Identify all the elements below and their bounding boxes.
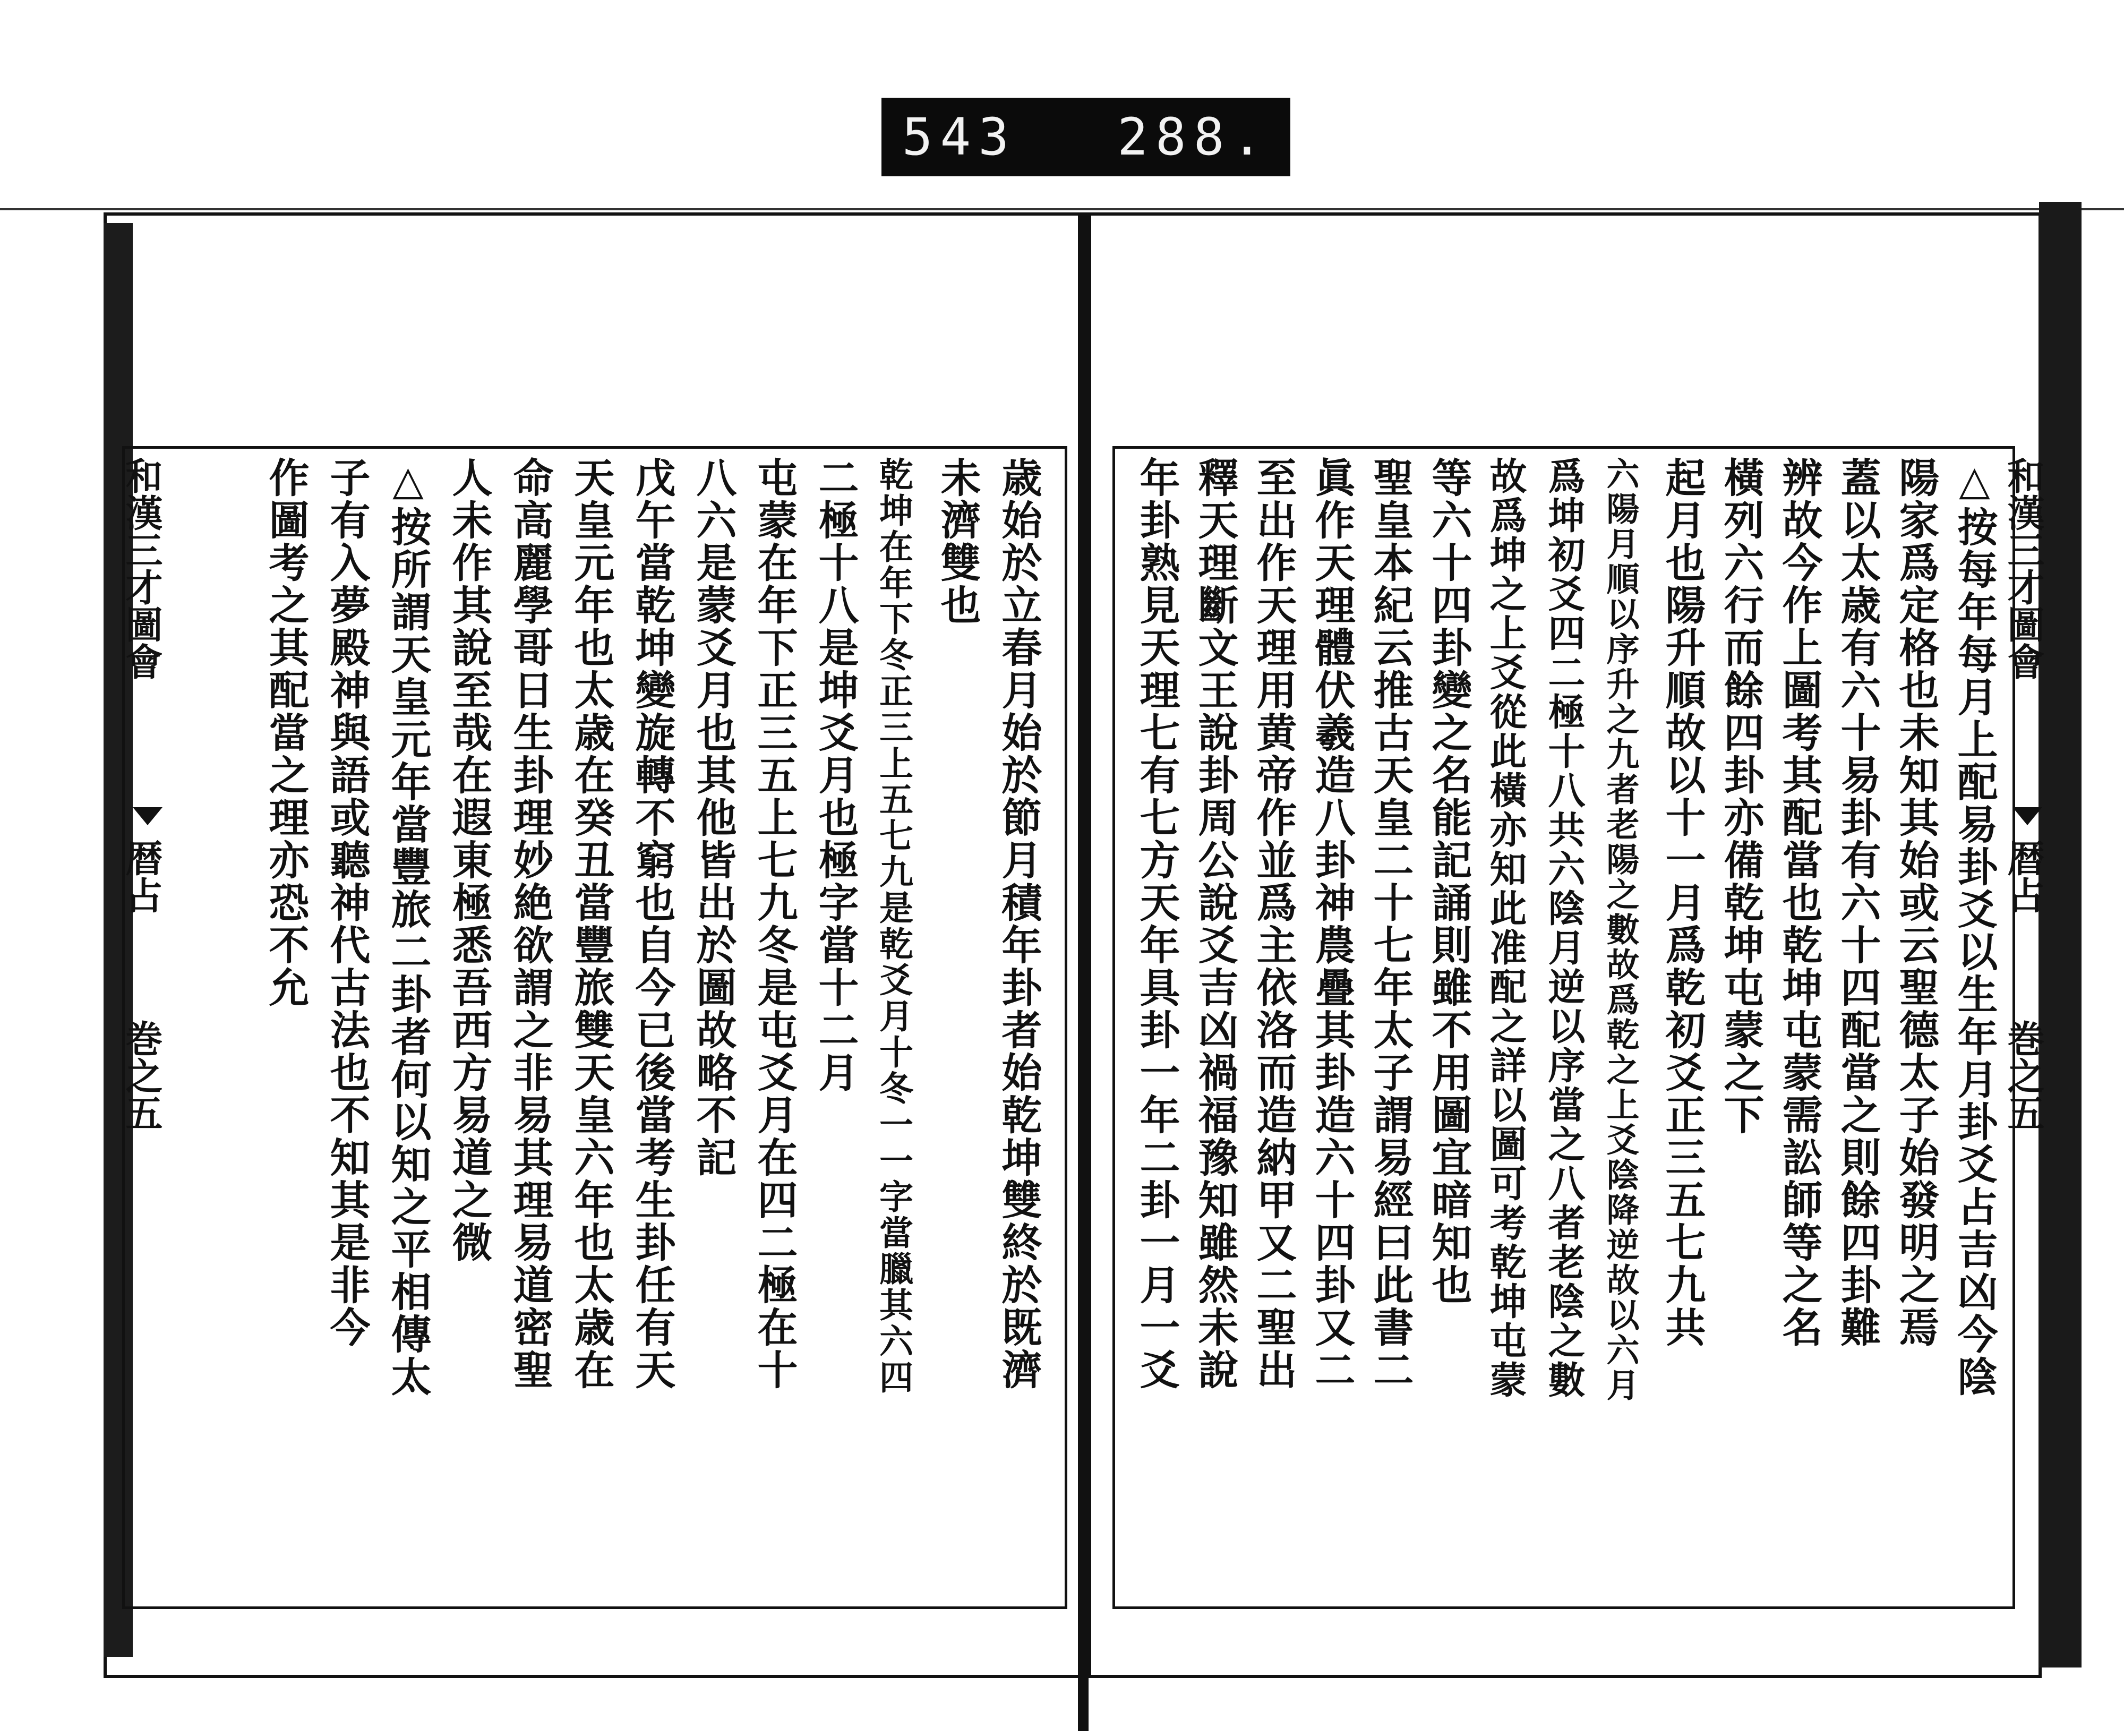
left-margin-volume: 巻之五 (119, 1020, 164, 1131)
left-text-column: 八六是蒙爻月也其他皆出於圖故略不記 (690, 457, 737, 1179)
right-text-column: 蓋以太歳有六十易卦有六十四配當之則餘四卦難 (1834, 457, 1881, 1349)
right-text-column: 等六十四卦變之名能記誦則雖不用圖宜暗知也 (1425, 457, 1472, 1306)
reel-number-left: 543 (902, 107, 1017, 167)
book-gutter (1078, 212, 1089, 1731)
right-text-column: 眞作天理體伏羲造八卦神農疊其卦造六十四卦又二 (1308, 457, 1356, 1391)
right-margin-section: 暦占 (2001, 839, 2045, 913)
left-text-column: 子有入夢殿神與語或聽神代古法也不知其是非今 (323, 457, 371, 1349)
right-text-column: 至出作天理用黄帝作並爲主依洛而造納甲又二聖出 (1250, 457, 1297, 1391)
right-margin-title: 和漢三才圖會 (2001, 457, 2045, 680)
right-text-column: 釋天理斷文王說卦周公說爻吉凶禍福豫知雖然未說 (1192, 457, 1239, 1391)
left-text-column: 作圖考之其配當之理亦恐不允 (262, 457, 310, 1009)
right-text-column: 六陽月順以序升之九者老陽之數故爲乾之上爻陰降逆故以六月 (1601, 457, 1640, 1403)
right-text-column: 年卦熟見天理七有七方天年具卦一年二卦一月一爻 (1133, 457, 1180, 1391)
left-margin-section: 暦占 (119, 839, 164, 913)
scan-edge-rule (0, 208, 2124, 210)
left-text-column: 歳始於立春月始於節月積年卦者始乾坤雙終於既濟 (995, 457, 1042, 1391)
left-text-column: △按所謂天皇元年當豐旅二卦者何以知之平相傳太 (384, 457, 432, 1398)
left-fishtail-mark (133, 807, 162, 825)
left-text-column: 戊午當乾坤變旋轉不窮也自今已後當考生卦任有天 (629, 457, 676, 1391)
left-margin-title: 和漢三才圖會 (119, 457, 164, 680)
right-text-column: 起月也陽升順故以十一月爲乾初爻正三五七九共 (1659, 457, 1706, 1349)
left-text-column: 人未作其說至哉在遐東極悉吾西方易道之微 (446, 457, 493, 1264)
left-text-column: 屯蒙在年下正三五上七九冬是屯爻月在四二極在十 (751, 457, 798, 1391)
right-text-column: 聖皇本紀云推古天皇二十七年太子謂易經曰此書二 (1367, 457, 1414, 1391)
left-text-column: 未濟雙也 (934, 457, 981, 627)
right-text-column: 故爲坤之上爻從此橫亦知此准配之詳以圖可考乾坤屯蒙 (1484, 457, 1528, 1400)
right-text-column: 陽家爲定格也未知其始或云聖德太子始發明之焉 (1892, 457, 1940, 1349)
left-text-column: 乾坤在年下冬正三上五七九是乾爻月十冬一一字當臘其六四 (873, 457, 913, 1396)
right-book-edge (2039, 202, 2082, 1667)
right-fishtail-mark (2012, 807, 2042, 825)
right-text-column: 橫列六行而餘四卦亦備乾坤屯蒙之下 (1717, 457, 1765, 1136)
microfilm-reel-label (881, 98, 1290, 176)
right-text-column: 辨故今作上圖考其配當也乾坤屯蒙需訟師等之名 (1776, 457, 1823, 1349)
reel-number-right: 288. (1117, 107, 1270, 167)
left-text-column: 天皇元年也太歳在癸丑當豐旅雙天皇六年也太歳在 (568, 457, 615, 1391)
right-text-column: 爲坤初爻四二極十八共六陰月逆以序當之八者老陰之數 (1542, 457, 1586, 1400)
right-text-column: △按每年每月上配易卦爻以生年月卦爻占吉凶今陰 (1951, 457, 1998, 1398)
left-text-column: 二極十八是坤爻月也極字當十二月 (812, 457, 859, 1094)
right-margin-volume: 巻之五 (2001, 1020, 2045, 1131)
left-text-column: 命高麗學哥日生卦理妙絶欲謂之非易其理易道密聖 (507, 457, 554, 1391)
